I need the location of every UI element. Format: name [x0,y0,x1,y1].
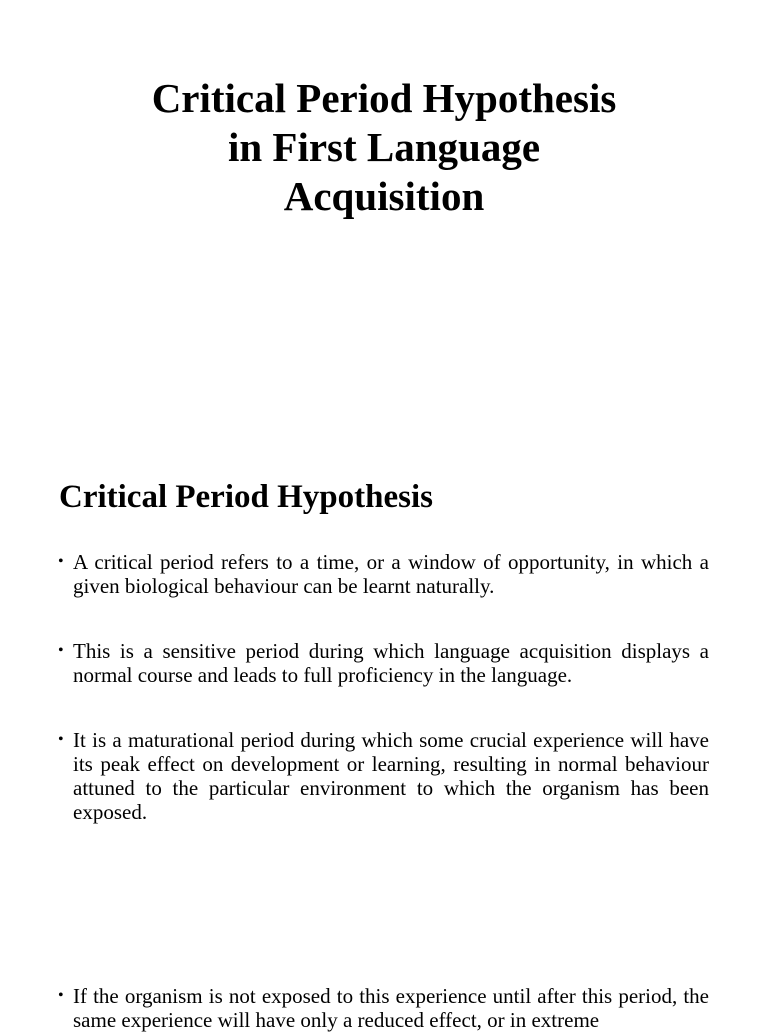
bullet-marker: • [58,553,64,570]
title-line-3: Acquisition [283,173,485,219]
bullet-marker: • [58,731,64,748]
bullet-marker: • [58,642,64,659]
bullet-text: A critical period refers to a time, or a window of opportunity, in which a given biological behaviour can be learnt naturally. [73,550,709,598]
slide-title [0,74,768,221]
title-line-2: in First Language [227,124,541,170]
bullet-text: It is a maturational period during which some crucial experience will have its peak effect on development or learning, resulting in normal behaviour attuned to the particular environment to which the organism has been exposed. [73,728,709,824]
bullet-item [58,728,709,824]
bullet-text: This is a sensitive period during which language acquisition displays a normal course and leads to full proficiency in the language. [73,639,709,687]
bullet-text: If the organism is not exposed to this experience until after this period, the same experience will have only a reduced effect, or in extreme [73,984,709,1032]
section-heading: Critical Period Hypothesis [59,479,433,515]
bullet-item [58,639,709,687]
bullet-marker: • [58,987,64,1004]
bullet-item [58,984,709,1032]
bullet-item [58,550,709,598]
title-line-1: Critical Period Hypothesis [151,75,617,121]
